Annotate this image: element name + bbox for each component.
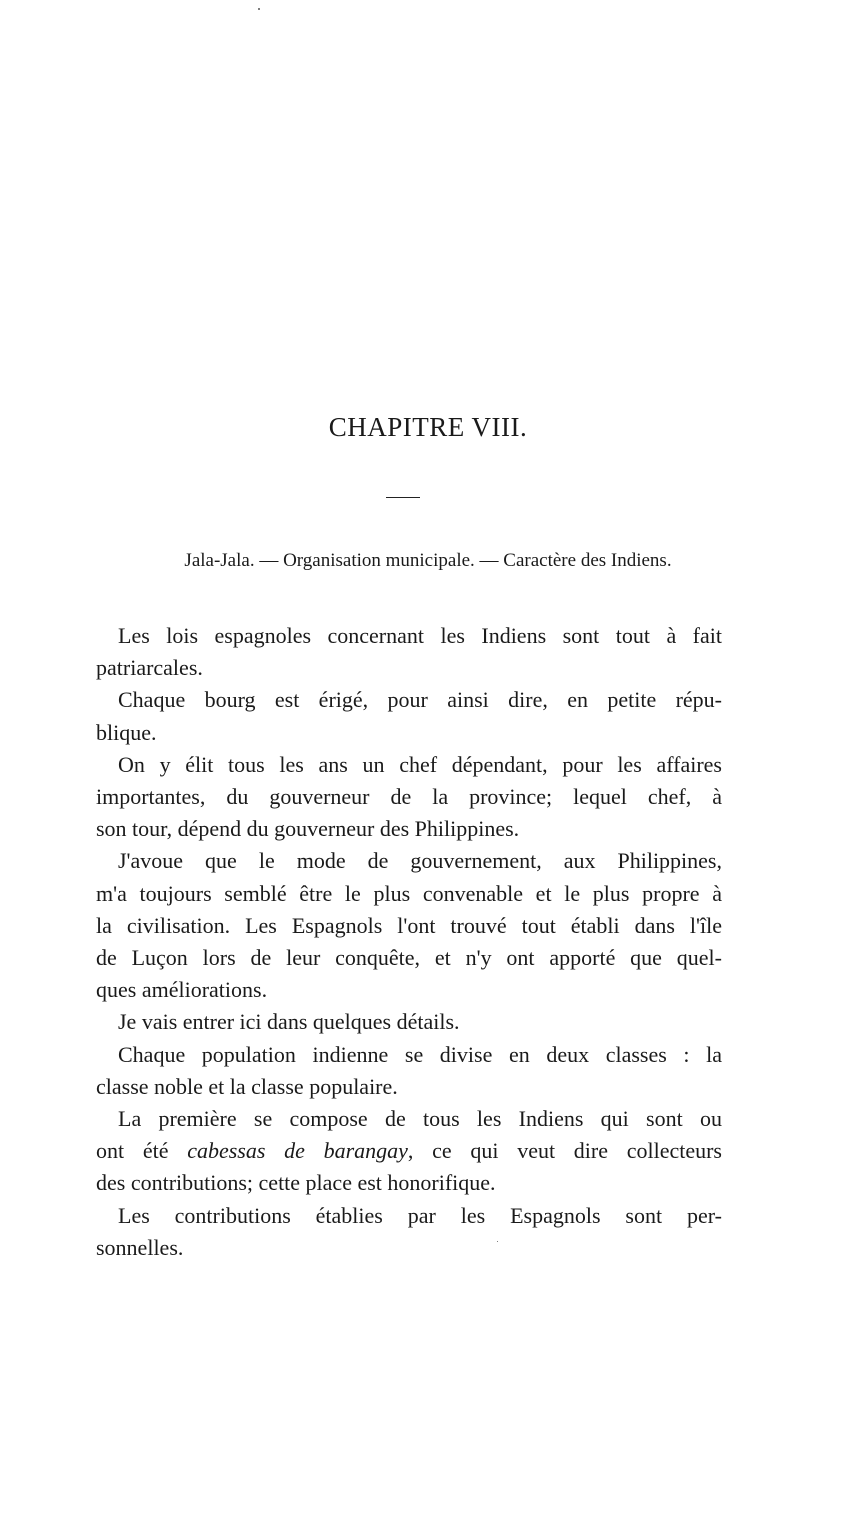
text-line: de Luçon lors de leur conquête, et n'y ont apporté que quel- xyxy=(96,945,722,971)
text-line: classe noble et la classe populaire. xyxy=(96,1073,398,1099)
text-line: m'a toujours semblé être le plus convenable et le plus propre à xyxy=(96,880,722,906)
text-line: La première se compose de tous les Indiens qui sont ou xyxy=(118,1106,722,1132)
paragraph xyxy=(96,1039,722,1103)
paper-speck xyxy=(497,1241,498,1242)
paragraph xyxy=(96,1103,722,1200)
text-line: blique. xyxy=(96,719,157,745)
paragraph xyxy=(96,845,722,1006)
text-line xyxy=(96,1135,722,1167)
text-line: Chaque population indienne se divise en deux classes : la xyxy=(118,1041,722,1067)
title-rule xyxy=(386,497,420,498)
text-line: Chaque bourg est érigé, pour ainsi dire, en petite répu- xyxy=(118,687,722,713)
text-line: J'avoue que le mode de gouvernement, aux Philippines, xyxy=(118,848,722,874)
text-line: ques améliorations. xyxy=(96,977,268,1003)
text-line: la civilisation. Les Espagnols l'ont trouvé tout établi dans l'île xyxy=(96,912,722,938)
paragraph xyxy=(96,684,722,748)
text-line: patriarcales. xyxy=(96,655,203,681)
text-line: Les lois espagnoles concernant les Indiens sont tout à fait xyxy=(118,623,722,648)
chapter-summary: Jala-Jala. — Organisation municipale. — Caractère des Indiens. xyxy=(184,550,672,571)
paragraph xyxy=(96,1200,722,1264)
text-line: son tour, dépend du gouverneur des Philippines. xyxy=(96,816,520,842)
text-run: ont été xyxy=(96,1138,188,1164)
paragraph xyxy=(118,1006,722,1038)
text-run: , ce qui veut dire collecteurs xyxy=(407,1138,722,1164)
text-line: sonnelles. xyxy=(96,1234,184,1260)
paper-speck xyxy=(258,8,260,10)
paragraph xyxy=(96,620,722,684)
paragraph xyxy=(96,749,722,846)
chapter-title: CHAPITRE VIII. xyxy=(328,412,528,442)
chapter-body xyxy=(96,620,722,1264)
text-line: Les contributions établies par les Espagnols sont per- xyxy=(118,1202,722,1228)
text-line: des contributions; cette place est honorifique. xyxy=(96,1170,496,1196)
text-line: importantes, du gouverneur de la province; lequel chef, à xyxy=(96,784,722,810)
italic-term: cabessas de barangay xyxy=(187,1138,408,1164)
text-line: Je vais entrer ici dans quelques détails. xyxy=(118,1009,460,1035)
text-line: On y élit tous les ans un chef dépendant, pour les affaires xyxy=(118,751,722,777)
